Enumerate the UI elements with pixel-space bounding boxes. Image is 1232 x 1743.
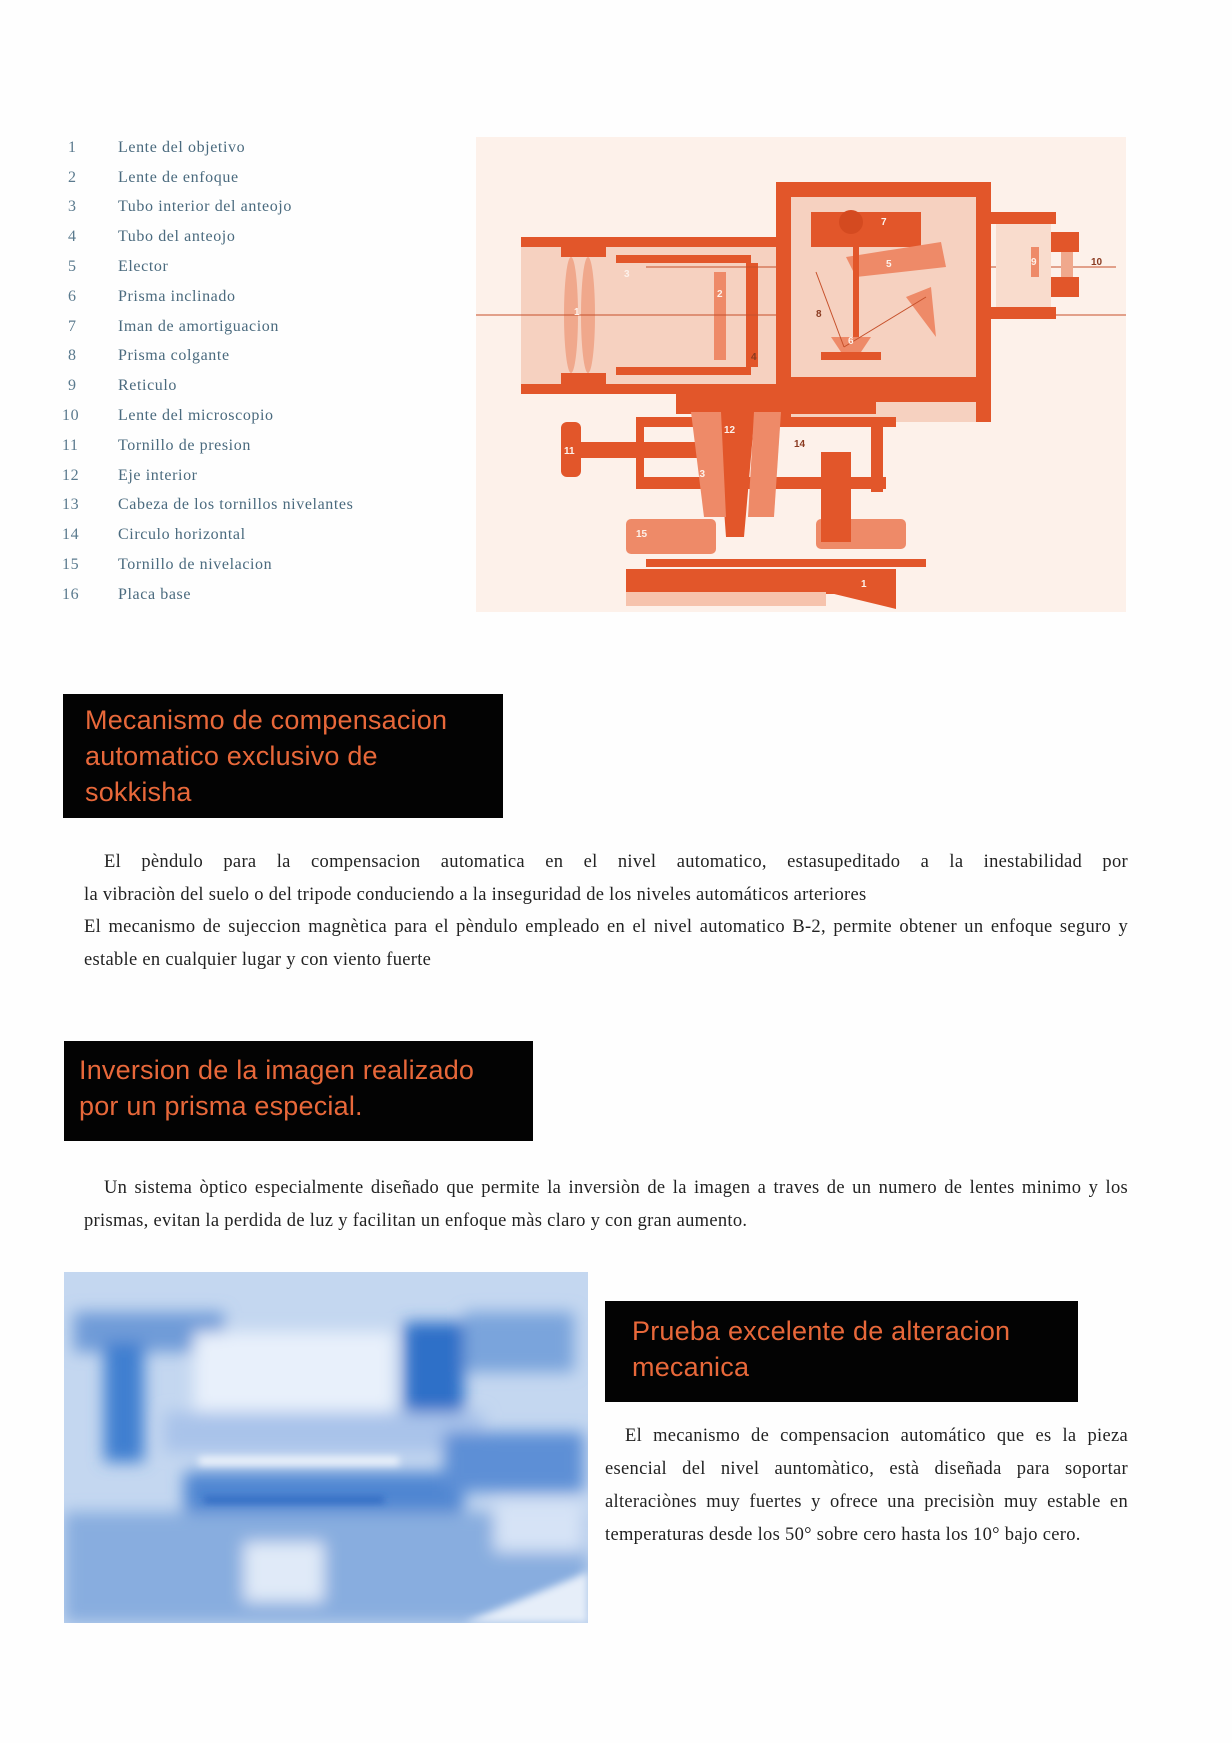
heading-line: sokkisha: [85, 777, 192, 807]
heading-line: por un prisma especial.: [79, 1091, 363, 1121]
section-paragraph-compensation: [84, 846, 1128, 976]
paragraph-line: El pèndulo para la compensacion automatica en el nivel automatico, estasupeditado a la inestabilidad por: [104, 852, 1128, 872]
inner-tube-bottom: [616, 367, 751, 375]
legend-number: 7: [68, 317, 77, 335]
screw-column: [821, 452, 851, 542]
legend-number: 5: [68, 258, 77, 276]
photo-svg: [64, 1272, 588, 1623]
legend-label: Prisma inclinado: [118, 287, 236, 305]
legend-label: Lente de enfoque: [118, 168, 239, 186]
legend-label: Placa base: [118, 585, 192, 603]
paragraph-line: la vibraciòn del suelo o del tripode conduciendo a la inseguridad de los niveles automáticos arteriores: [84, 884, 867, 905]
parts-legend: [60, 133, 460, 610]
legend-number: 8: [68, 347, 77, 365]
legend-label: Tubo interior del anteojo: [118, 198, 292, 216]
level-cross-section-diagram: [476, 137, 1126, 612]
legend-item: [60, 282, 460, 312]
body-bridge: [676, 394, 876, 414]
callout-13: 13: [694, 469, 706, 480]
magnet-core: [839, 210, 863, 234]
heading-line: Mecanismo de compensacion: [85, 705, 448, 735]
legend-number: 15: [62, 556, 80, 574]
legend-item: [60, 401, 460, 431]
legend-number: 4: [68, 228, 77, 246]
legend-item: [60, 163, 460, 193]
inner-tube-top: [616, 255, 751, 263]
legend-label: Eje interior: [118, 466, 198, 484]
eyepiece-cap-top: [1051, 232, 1079, 252]
legend-item: [60, 312, 460, 342]
legend-item: [60, 252, 460, 282]
legend-label: Tubo del anteojo: [118, 228, 236, 246]
callout-15: 15: [636, 529, 648, 540]
legend-number: 13: [62, 496, 80, 514]
section-paragraph-mechanical-test: El mecanismo de compensacion automático que es la pieza esencial del nivel auntomàtico, està diseñada para soportar alteraciònes muy fuertes y ofrece una precisiòn muy estable en temperaturas desde los 50° sobre cero hasta los 10° bajo cero.: [605, 1426, 1128, 1545]
heading-line: Inversion de la imagen realizado: [79, 1055, 475, 1085]
callout-10: 10: [1091, 257, 1103, 268]
eyepiece-cap-bottom: [1051, 277, 1079, 297]
pendulum-rod: [853, 247, 859, 347]
legend-number: 10: [62, 407, 80, 425]
legend-item: [60, 222, 460, 252]
callout-3: 3: [624, 269, 630, 280]
legend-label: Reticulo: [118, 377, 178, 395]
legend-item: [60, 431, 460, 461]
legend-number: 11: [62, 436, 79, 454]
heading-line: mecanica: [632, 1352, 750, 1382]
section-heading-compensation: [63, 694, 503, 818]
paragraph-line: El mecanismo de sujeccion magnètica para el pèndulo empleado en el nivel automatico B-2, permite obtener un enfoque seguro y estable en cualquier lugar y con viento fuerte: [84, 917, 1128, 970]
housing-left: [776, 182, 791, 422]
callout-2: 2: [717, 289, 723, 300]
callout-6: 6: [848, 336, 854, 347]
legend-number: 1: [68, 138, 77, 156]
section-heading-mechanical-test: [605, 1301, 1078, 1402]
diagram-svg: [476, 137, 1126, 612]
callout-14: 14: [794, 439, 806, 450]
eyepiece-bottom: [991, 307, 1056, 319]
legend-item: [60, 580, 460, 610]
legend-item: [60, 491, 460, 521]
prism-base: [821, 352, 881, 360]
legend-label: Circulo horizontal: [118, 526, 246, 544]
instrument-photo: [64, 1272, 588, 1623]
legend-number: 12: [62, 466, 80, 484]
legend-label: Tornillo de nivelacion: [118, 556, 273, 574]
section-paragraph-image-inversion: Un sistema òptico especialmente diseñado que permite la inversiòn de la imagen a traves de un numero de lentes minimo y los prismas, evitan la perdida de luz y facilitan un enfoque màs claro y con gran aumento.: [84, 1178, 1128, 1231]
section-heading-image-inversion: [64, 1041, 533, 1141]
legend-item: [60, 342, 460, 372]
legend-item: [60, 193, 460, 223]
callout-7: 7: [881, 217, 887, 228]
damping-magnet: [811, 212, 921, 247]
legend-item: [60, 371, 460, 401]
legend-label: Lente del microscopio: [118, 407, 274, 425]
legend-number: 14: [62, 526, 80, 544]
heading-line: automatico exclusivo de: [85, 741, 378, 771]
legend-label: Iman de amortiguacion: [118, 317, 279, 335]
legend-number: 3: [68, 198, 77, 216]
legend-item: [60, 550, 460, 580]
legend-number: 6: [68, 287, 77, 305]
microscope-lens: [1061, 252, 1073, 277]
legend-item: [60, 133, 460, 163]
legend-label: Prisma colgante: [118, 347, 230, 365]
tribrach-bar: [646, 559, 926, 567]
callout-4: 4: [751, 352, 757, 363]
lens-mount-bottom: [561, 373, 606, 385]
callout-8: 8: [816, 309, 822, 320]
legend-number: 2: [68, 168, 77, 186]
legend-label: Lente del objetivo: [118, 138, 246, 156]
callout-16: 1: [861, 579, 867, 590]
eyepiece-top: [991, 212, 1056, 224]
eyepiece-interior: [996, 224, 1051, 307]
lens-mount-top: [561, 245, 606, 257]
callout-9: 9: [1031, 257, 1037, 268]
legend-label: Elector: [118, 258, 169, 276]
diagram-shapes: [476, 182, 1126, 609]
legend-number: 16: [62, 585, 80, 603]
housing-top: [776, 182, 991, 197]
legend-label: Tornillo de presion: [118, 436, 251, 454]
callout-1: 1: [574, 307, 580, 318]
clamp-screw: [576, 442, 716, 458]
legend-number: 9: [68, 377, 77, 395]
circle-right-wall: [871, 422, 883, 492]
legend-label: Cabeza de los tornillos nivelantes: [118, 496, 354, 514]
focus-lens: [714, 272, 726, 360]
legend-item: [60, 461, 460, 491]
callout-5: 5: [886, 259, 892, 270]
callout-11: 11: [564, 446, 575, 457]
heading-line: Prueba excelente de alteracion: [632, 1316, 1011, 1346]
leveling-head-left: [691, 412, 726, 517]
base-plate-lower: [626, 592, 826, 606]
callout-12: 12: [724, 425, 736, 436]
housing-right: [976, 182, 991, 422]
legend-item: [60, 520, 460, 550]
